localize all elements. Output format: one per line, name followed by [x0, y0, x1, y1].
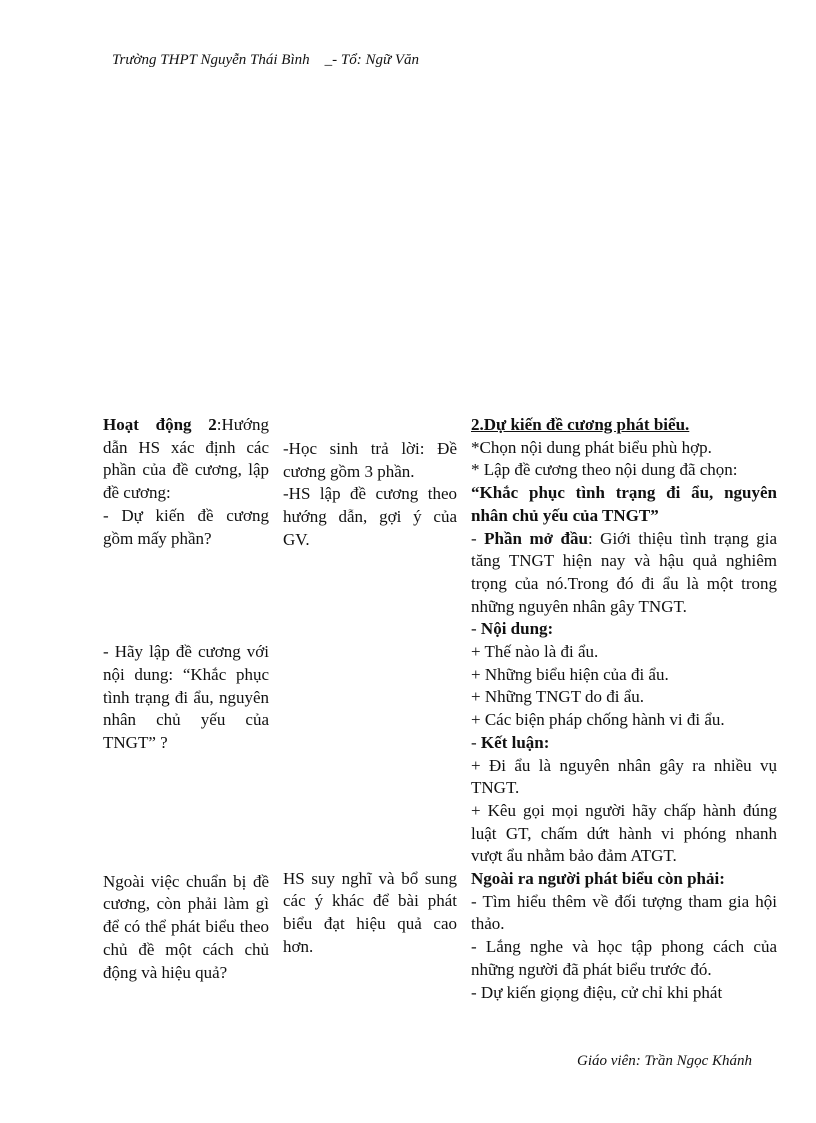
content-line: - Tìm hiểu thêm về đối tượng tham gia hội thảo.	[471, 891, 777, 934]
content-column	[471, 414, 777, 1004]
content-line: + Các biện pháp chống hành vi đi ẩu.	[471, 710, 725, 730]
outline-conclusion-label: - Kết luận:	[471, 732, 550, 752]
question-outline-parts: - Dự kiến đề cương gồm mấy phần?	[103, 505, 269, 548]
content-line: + Những biểu hiện của đi ẩu.	[471, 664, 669, 684]
content-line: * Lập đề cương theo nội dung đã chọn:	[471, 460, 738, 480]
content-line: + Những TNGT do đi ẩu.	[471, 687, 645, 707]
teacher-activity-column	[103, 414, 269, 984]
content-line: + Thế nào là đi ẩu.	[471, 642, 599, 662]
student-activity-column	[283, 414, 457, 958]
outline-body-label: - Nội dung:	[471, 619, 554, 639]
page-footer: Giáo viên: Trần Ngọc Khánh	[577, 1053, 752, 1069]
activity-title: Hoạt động 2	[103, 415, 217, 434]
question-preparation: Ngoài việc chuẩn bị đề cương, còn phải làm gì để có thể phát biểu theo chủ đề một cách chủ động và hiệu quả?	[103, 871, 269, 982]
topic-title: “Khắc phục tình trạng đi ẩu, nguyên nhân chủ yếu của TNGT”	[471, 483, 777, 525]
page-header: Trường THPT Nguyễn Thái Bình _- Tổ: Ngữ Văn	[112, 52, 420, 68]
content-line: + Đi ẩu là nguyên nhân gây ra nhiều vụ TNGT.	[471, 755, 777, 798]
content-line: - Lắng nghe và học tập phong cách của những người đã phát biểu trước đó.	[471, 937, 777, 979]
content-line: + Kêu gọi mọi người hãy chấp hành đúng luật GT, chấm dứt hành vi phóng nhanh vượt ẩu nhằm bảo đảm ATGT.	[471, 800, 777, 866]
content-line: - Dự kiến giọng điệu, cử chỉ khi phát	[471, 982, 723, 1002]
section-heading: 2.Dự kiến đề cương phát biểu.	[471, 415, 690, 434]
activity-intro	[103, 414, 269, 505]
speaker-requirements-heading: Ngoài ra người phát biểu còn phải:	[471, 869, 725, 889]
content-line: *Chọn nội dung phát biểu phù hợp.	[471, 437, 712, 457]
student-supplement: HS suy nghĩ và bổ sung các ý khác để bài phát biểu đạt hiệu quả cao hơn.	[283, 868, 457, 956]
question-make-outline: - Hãy lập đề cương với nội dung: “Khắc phục tình trạng đi ẩu, nguyên nhân chủ yếu của TNGT” ?	[103, 642, 269, 753]
activity-intro-text: :Hướng dẫn HS xác định các phần của đề cương, lập đề cương:	[103, 415, 269, 503]
outline-opening: - Phần mở đầu: Giới thiệu tình trạng gia tăng TNGT hiện nay và hậu quả nghiêm trọng của nó.Trong đó đi ẩu là một trong những nguyên nhân gây TNGT.	[471, 528, 778, 616]
student-make-outline: -HS lập đề cương theo hướng dẫn, gợi ý của GV.	[283, 484, 457, 549]
student-answer-parts: -Học sinh trả lời: Đề cương gồm 3 phần.	[283, 439, 457, 481]
